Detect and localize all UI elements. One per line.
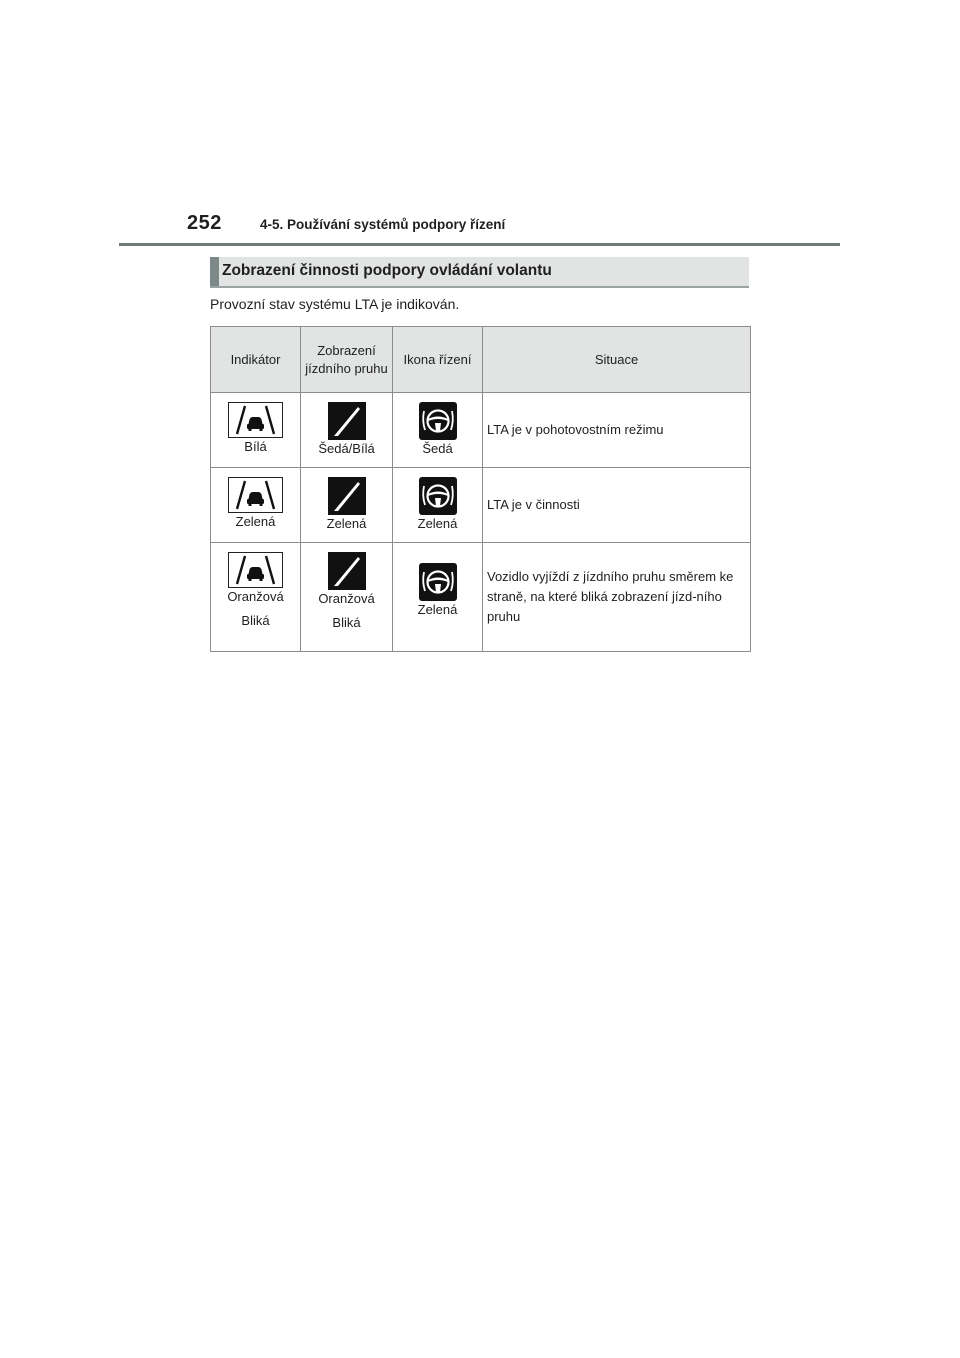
lane-display-label: Oranžová bbox=[318, 591, 375, 606]
header-rule bbox=[119, 243, 840, 246]
lane-display-cell bbox=[301, 393, 393, 468]
steer-icon-label: Zelená bbox=[417, 516, 458, 531]
steer-icon-cell bbox=[393, 393, 483, 468]
lta-status-table bbox=[210, 326, 751, 652]
lane-car-indicator-icon bbox=[228, 477, 283, 513]
indicator-cell bbox=[211, 468, 301, 543]
header-situation: Situace bbox=[483, 327, 751, 393]
lane-car-indicator-icon bbox=[228, 552, 283, 588]
situation-cell: Vozidlo vyjíždí z jízdního pruhu směrem ke straně, na které bliká zobrazení jízd-ního pruhu bbox=[483, 543, 751, 652]
lane-display-cell bbox=[301, 543, 393, 652]
indicator-label: Bílá bbox=[244, 439, 267, 454]
steer-icon-label: Šedá bbox=[422, 441, 453, 456]
situation-cell: LTA je v pohotovostním režimu bbox=[483, 393, 751, 468]
steering-wheel-icon bbox=[419, 402, 457, 440]
table-row bbox=[211, 468, 751, 543]
lane-car-indicator-icon bbox=[228, 402, 283, 438]
indicator-label: Zelená bbox=[235, 514, 276, 529]
steering-wheel-icon bbox=[419, 477, 457, 515]
page-number: 252 bbox=[187, 212, 222, 234]
lane-display-label: Šedá/Bílá bbox=[318, 441, 375, 456]
chapter-title: 4-5. Používání systémů podpory řízení bbox=[260, 217, 506, 232]
steering-wheel-icon bbox=[419, 563, 457, 601]
lane-line-icon bbox=[328, 402, 366, 440]
table-header-row bbox=[211, 327, 751, 393]
steer-icon-cell bbox=[393, 468, 483, 543]
table-row bbox=[211, 543, 751, 652]
header-lane-display: Zobrazení jízdního pruhu bbox=[301, 327, 393, 393]
intro-text: Provozní stav systému LTA je indikován. bbox=[210, 296, 460, 312]
indicator-label: Oranžová bbox=[227, 589, 284, 604]
section-title: Zobrazení činnosti podpory ovládání volantu bbox=[222, 262, 552, 279]
steer-icon-label: Zelená bbox=[417, 602, 458, 617]
lane-line-icon bbox=[328, 552, 366, 590]
steer-icon-cell bbox=[393, 543, 483, 652]
indicator-cell bbox=[211, 543, 301, 652]
header-indicator: Indikátor bbox=[211, 327, 301, 393]
indicator-cell bbox=[211, 393, 301, 468]
indicator-sub-label: Bliká bbox=[241, 612, 270, 628]
lane-display-label: Zelená bbox=[326, 516, 367, 531]
lane-display-sub-label: Bliká bbox=[332, 614, 361, 630]
situation-cell: LTA je v činnosti bbox=[483, 468, 751, 543]
table-row bbox=[211, 393, 751, 468]
header-steer-icon: Ikona řízení bbox=[393, 327, 483, 393]
lane-display-cell bbox=[301, 468, 393, 543]
lane-line-icon bbox=[328, 477, 366, 515]
